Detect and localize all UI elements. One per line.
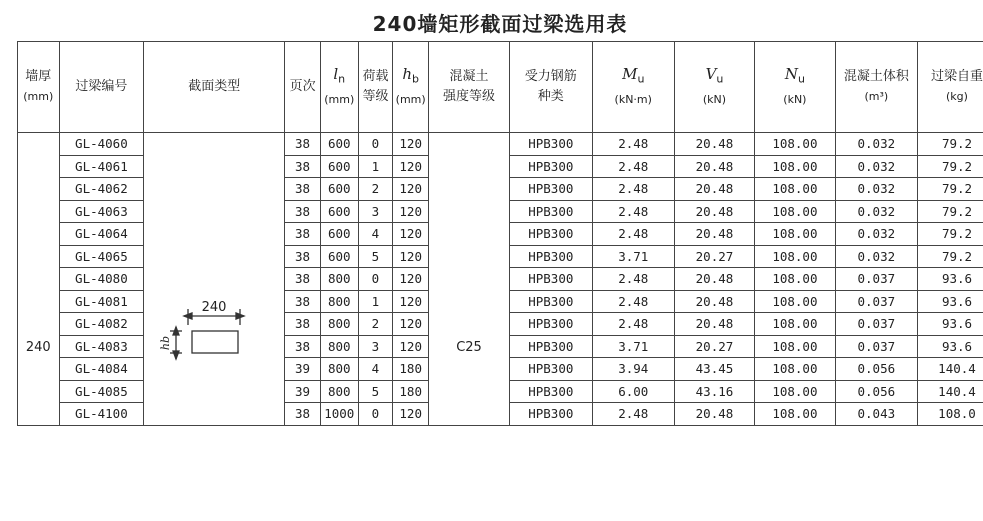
mu-cell: 2.48 bbox=[592, 133, 674, 156]
mu-cell: 3.71 bbox=[592, 245, 674, 268]
ln-cell: 800 bbox=[320, 290, 358, 313]
vu-cell: 20.48 bbox=[674, 133, 754, 156]
steel-type-cell: HPB300 bbox=[509, 133, 592, 156]
hb-cell: 180 bbox=[393, 358, 429, 381]
header-lintel-code: 过梁编号 bbox=[59, 42, 144, 133]
steel-type-cell: HPB300 bbox=[509, 245, 592, 268]
section-height-label: hb bbox=[159, 335, 173, 351]
page-cell: 38 bbox=[285, 335, 321, 358]
section-width-label: 240 bbox=[201, 300, 227, 315]
nu-cell: 108.00 bbox=[755, 358, 836, 381]
page-cell: 38 bbox=[285, 245, 321, 268]
mu-cell: 3.94 bbox=[592, 358, 674, 381]
lintel-weight-cell: 79.2 bbox=[917, 133, 983, 156]
concrete-volume-cell: 0.056 bbox=[835, 358, 917, 381]
nu-cell: 108.00 bbox=[755, 290, 836, 313]
page-cell: 38 bbox=[285, 223, 321, 246]
nu-cell: 108.00 bbox=[755, 155, 836, 178]
load-grade-cell: 2 bbox=[358, 178, 393, 201]
steel-type-cell: HPB300 bbox=[509, 313, 592, 336]
ln-cell: 1000 bbox=[320, 403, 358, 426]
lintel-code-cell: GL-4063 bbox=[59, 200, 144, 223]
page-cell: 39 bbox=[285, 380, 321, 403]
concrete-volume-cell: 0.037 bbox=[835, 335, 917, 358]
header-load-grade: 荷载 等级 bbox=[358, 42, 393, 133]
load-grade-cell: 1 bbox=[358, 290, 393, 313]
lintel-weight-cell: 79.2 bbox=[917, 223, 983, 246]
wall-thickness-cell bbox=[18, 133, 60, 426]
hb-cell: 120 bbox=[393, 200, 429, 223]
nu-cell: 108.00 bbox=[755, 200, 836, 223]
lintel-weight-cell: 79.2 bbox=[917, 245, 983, 268]
table-row bbox=[18, 133, 983, 156]
hb-cell: 120 bbox=[393, 313, 429, 336]
ln-cell: 800 bbox=[320, 358, 358, 381]
hb-cell: 120 bbox=[393, 133, 429, 156]
steel-type-cell: HPB300 bbox=[509, 290, 592, 313]
vu-cell: 20.48 bbox=[674, 313, 754, 336]
nu-cell: 108.00 bbox=[755, 223, 836, 246]
nu-cell: 108.00 bbox=[755, 335, 836, 358]
lintel-weight-cell: 79.2 bbox=[917, 200, 983, 223]
header-section-type: 截面类型 bbox=[144, 42, 285, 133]
page-cell: 39 bbox=[285, 358, 321, 381]
header-nu: $N_u$ (kN) bbox=[755, 42, 836, 133]
load-grade-cell: 0 bbox=[358, 403, 393, 426]
header-concrete-volume: 混凝土体积 (m³) bbox=[835, 42, 917, 133]
page-cell: 38 bbox=[285, 178, 321, 201]
lintel-weight-cell: 79.2 bbox=[917, 178, 983, 201]
header-steel-type: 受力钢筋 种类 bbox=[509, 42, 592, 133]
concrete-volume-cell: 0.032 bbox=[835, 200, 917, 223]
load-grade-cell: 4 bbox=[358, 223, 393, 246]
ln-cell: 600 bbox=[320, 155, 358, 178]
steel-type-cell: HPB300 bbox=[509, 380, 592, 403]
header-page: 页次 bbox=[285, 42, 321, 133]
steel-type-cell: HPB300 bbox=[509, 268, 592, 291]
ln-cell: 800 bbox=[320, 380, 358, 403]
lintel-weight-cell: 140.4 bbox=[917, 358, 983, 381]
steel-type-cell: HPB300 bbox=[509, 223, 592, 246]
load-grade-cell: 5 bbox=[358, 380, 393, 403]
header-ln: $l_n$ (mm) bbox=[320, 42, 358, 133]
vu-cell: 20.27 bbox=[674, 245, 754, 268]
nu-cell: 108.00 bbox=[755, 245, 836, 268]
vu-cell: 20.48 bbox=[674, 178, 754, 201]
header-vu: $V_u$ (kN) bbox=[674, 42, 754, 133]
lintel-code-cell: GL-4064 bbox=[59, 223, 144, 246]
lintel-code-cell: GL-4062 bbox=[59, 178, 144, 201]
lintel-weight-cell: 140.4 bbox=[917, 380, 983, 403]
lintel-weight-cell: 93.6 bbox=[917, 268, 983, 291]
header-lintel-weight: 过梁自重 (kg) bbox=[917, 42, 983, 133]
load-grade-cell: 0 bbox=[358, 268, 393, 291]
nu-cell: 108.00 bbox=[755, 178, 836, 201]
hb-cell: 120 bbox=[393, 178, 429, 201]
header-hb: $h_b$ (mm) bbox=[393, 42, 429, 133]
load-grade-cell: 2 bbox=[358, 313, 393, 336]
hb-cell: 120 bbox=[393, 403, 429, 426]
mu-cell: 2.48 bbox=[592, 313, 674, 336]
nu-cell: 108.00 bbox=[755, 403, 836, 426]
page-cell: 38 bbox=[285, 133, 321, 156]
lintel-weight-cell: 93.6 bbox=[917, 335, 983, 358]
mu-cell: 3.71 bbox=[592, 335, 674, 358]
concrete-volume-cell: 0.037 bbox=[835, 268, 917, 291]
steel-type-cell: HPB300 bbox=[509, 403, 592, 426]
lintel-code-cell: GL-4084 bbox=[59, 358, 144, 381]
nu-cell: 108.00 bbox=[755, 380, 836, 403]
lintel-code-cell: GL-4080 bbox=[59, 268, 144, 291]
steel-type-cell: HPB300 bbox=[509, 335, 592, 358]
wall-thickness-value: 240 bbox=[25, 339, 51, 355]
ln-cell: 600 bbox=[320, 223, 358, 246]
header-concrete-grade: 混凝土 强度等级 bbox=[429, 42, 510, 133]
steel-type-cell: HPB300 bbox=[509, 358, 592, 381]
concrete-volume-cell: 0.037 bbox=[835, 290, 917, 313]
mu-cell: 2.48 bbox=[592, 223, 674, 246]
load-grade-cell: 0 bbox=[358, 133, 393, 156]
load-grade-cell: 3 bbox=[358, 335, 393, 358]
steel-type-cell: HPB300 bbox=[509, 200, 592, 223]
ln-cell: 800 bbox=[320, 335, 358, 358]
lintel-code-cell: GL-4061 bbox=[59, 155, 144, 178]
concrete-volume-cell: 0.043 bbox=[835, 403, 917, 426]
section-diagram bbox=[144, 133, 284, 413]
ln-cell: 600 bbox=[320, 245, 358, 268]
concrete-volume-cell: 0.032 bbox=[835, 178, 917, 201]
mu-cell: 2.48 bbox=[592, 178, 674, 201]
nu-cell: 108.00 bbox=[755, 268, 836, 291]
vu-cell: 20.48 bbox=[674, 290, 754, 313]
lintel-code-cell: GL-4060 bbox=[59, 133, 144, 156]
mu-cell: 2.48 bbox=[592, 200, 674, 223]
lintel-code-cell: GL-4083 bbox=[59, 335, 144, 358]
page-cell: 38 bbox=[285, 155, 321, 178]
concrete-volume-cell: 0.032 bbox=[835, 155, 917, 178]
mu-cell: 2.48 bbox=[592, 268, 674, 291]
page-cell: 38 bbox=[285, 313, 321, 336]
lintel-weight-cell: 93.6 bbox=[917, 313, 983, 336]
load-grade-cell: 3 bbox=[358, 200, 393, 223]
lintel-code-cell: GL-4065 bbox=[59, 245, 144, 268]
vu-cell: 43.45 bbox=[674, 358, 754, 381]
hb-cell: 120 bbox=[393, 223, 429, 246]
ln-cell: 800 bbox=[320, 313, 358, 336]
concrete-volume-cell: 0.056 bbox=[835, 380, 917, 403]
lintel-table-container bbox=[17, 41, 983, 426]
load-grade-cell: 4 bbox=[358, 358, 393, 381]
hb-cell: 120 bbox=[393, 290, 429, 313]
concrete-grade-value: C25 bbox=[456, 339, 482, 355]
ln-cell: 600 bbox=[320, 178, 358, 201]
vu-cell: 20.48 bbox=[674, 403, 754, 426]
lintel-table bbox=[17, 41, 983, 426]
page-cell: 38 bbox=[285, 403, 321, 426]
concrete-volume-cell: 0.037 bbox=[835, 313, 917, 336]
concrete-volume-cell: 0.032 bbox=[835, 245, 917, 268]
nu-cell: 108.00 bbox=[755, 313, 836, 336]
hb-cell: 180 bbox=[393, 380, 429, 403]
lintel-weight-cell: 93.6 bbox=[917, 290, 983, 313]
hb-cell: 120 bbox=[393, 155, 429, 178]
lintel-weight-cell: 79.2 bbox=[917, 155, 983, 178]
load-grade-cell: 1 bbox=[358, 155, 393, 178]
lintel-code-cell: GL-4082 bbox=[59, 313, 144, 336]
section-type-cell bbox=[144, 133, 285, 426]
page-cell: 38 bbox=[285, 290, 321, 313]
table-title: 240墙矩形截面过梁选用表 bbox=[372, 12, 628, 36]
header-wall-thickness: 墙厚 (mm) bbox=[18, 42, 60, 133]
concrete-volume-cell: 0.032 bbox=[835, 133, 917, 156]
ln-cell: 600 bbox=[320, 133, 358, 156]
lintel-weight-cell: 108.0 bbox=[917, 403, 983, 426]
mu-cell: 2.48 bbox=[592, 290, 674, 313]
header-mu: $M_u$ (kN·m) bbox=[592, 42, 674, 133]
ln-cell: 600 bbox=[320, 200, 358, 223]
vu-cell: 20.48 bbox=[674, 268, 754, 291]
page-cell: 38 bbox=[285, 200, 321, 223]
nu-cell: 108.00 bbox=[755, 133, 836, 156]
mu-cell: 2.48 bbox=[592, 403, 674, 426]
steel-type-cell: HPB300 bbox=[509, 178, 592, 201]
load-grade-cell: 5 bbox=[358, 245, 393, 268]
table-body bbox=[18, 133, 983, 426]
vu-cell: 20.48 bbox=[674, 200, 754, 223]
vu-cell: 43.16 bbox=[674, 380, 754, 403]
vu-cell: 20.27 bbox=[674, 335, 754, 358]
vu-cell: 20.48 bbox=[674, 223, 754, 246]
ln-cell: 800 bbox=[320, 268, 358, 291]
mu-cell: 6.00 bbox=[592, 380, 674, 403]
concrete-grade-cell bbox=[429, 133, 510, 426]
vu-cell: 20.48 bbox=[674, 155, 754, 178]
mu-cell: 2.48 bbox=[592, 155, 674, 178]
hb-cell: 120 bbox=[393, 245, 429, 268]
header-row bbox=[18, 42, 983, 133]
lintel-code-cell: GL-4100 bbox=[59, 403, 144, 426]
hb-cell: 120 bbox=[393, 335, 429, 358]
lintel-code-cell: GL-4081 bbox=[59, 290, 144, 313]
concrete-volume-cell: 0.032 bbox=[835, 223, 917, 246]
lintel-code-cell: GL-4085 bbox=[59, 380, 144, 403]
hb-cell: 120 bbox=[393, 268, 429, 291]
steel-type-cell: HPB300 bbox=[509, 155, 592, 178]
page-cell: 38 bbox=[285, 268, 321, 291]
